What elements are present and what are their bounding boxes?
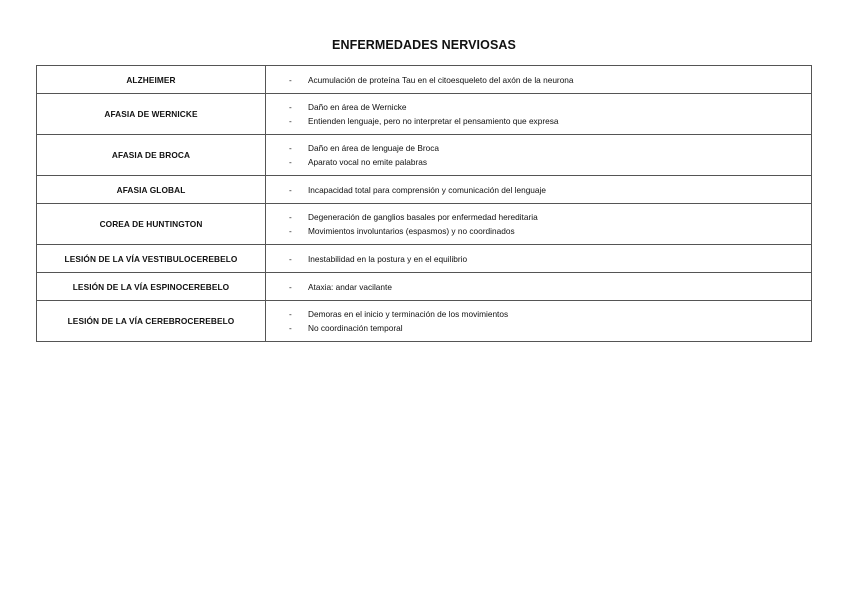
- table-row: [37, 301, 812, 342]
- description-cell: [266, 94, 812, 135]
- list-item-text: Inestabilidad en la postura y en el equilibrio: [308, 253, 468, 264]
- bullet-dash: -: [289, 226, 292, 236]
- table-row: [37, 94, 812, 135]
- list-item-text: Daño en área de Wernicke: [308, 102, 407, 112]
- bullet-list: [266, 100, 811, 128]
- disease-name: AFASIA GLOBAL: [37, 176, 266, 204]
- list-item: [266, 100, 811, 114]
- bullet-list: [266, 307, 811, 335]
- bullet-list: [266, 280, 811, 294]
- bullet-dash: -: [289, 323, 292, 333]
- bullet-dash: -: [289, 74, 292, 85]
- disease-name: LESIÓN DE LA VÍA VESTIBULOCEREBELO: [37, 245, 266, 273]
- description-cell: [266, 301, 812, 342]
- description-cell: [266, 273, 812, 301]
- list-item: [266, 141, 811, 155]
- bullet-list: [266, 210, 811, 238]
- bullet-dash: -: [289, 253, 292, 264]
- table-row: [37, 176, 812, 204]
- bullet-list: [266, 141, 811, 169]
- disease-name: COREA DE HUNTINGTON: [37, 204, 266, 245]
- bullet-dash: -: [289, 157, 292, 167]
- page-title: ENFERMEDADES NERVIOSAS: [332, 38, 516, 52]
- list-item-text: Entienden lenguaje, pero no interpretar el pensamiento que expresa: [308, 116, 559, 126]
- description-cell: [266, 204, 812, 245]
- disease-name: LESIÓN DE LA VÍA ESPINOCEREBELO: [37, 273, 266, 301]
- description-cell: [266, 245, 812, 273]
- list-item-text: Acumulación de proteína Tau en el citoesqueleto del axón de la neurona: [308, 74, 574, 85]
- bullet-dash: -: [289, 281, 292, 292]
- bullet-list: [266, 252, 811, 266]
- description-cell: [266, 66, 812, 94]
- list-item-text: Aparato vocal no emite palabras: [308, 157, 427, 167]
- list-item: [266, 280, 811, 294]
- list-item: [266, 155, 811, 169]
- table-row: [37, 273, 812, 301]
- table-row: [37, 135, 812, 176]
- disease-name: AFASIA DE WERNICKE: [37, 94, 266, 135]
- disease-table: [36, 65, 812, 342]
- list-item: [266, 252, 811, 266]
- list-item-text: No coordinación temporal: [308, 323, 403, 333]
- bullet-list: [266, 183, 811, 197]
- list-item-text: Ataxia: andar vacilante: [308, 281, 392, 292]
- disease-name: LESIÓN DE LA VÍA CEREBROCEREBELO: [37, 301, 266, 342]
- description-cell: [266, 135, 812, 176]
- list-item-text: Daño en área de lenguaje de Broca: [308, 143, 440, 153]
- list-item: [266, 210, 811, 224]
- disease-name: AFASIA DE BROCA: [37, 135, 266, 176]
- list-item-text: Demoras en el inicio y terminación de los movimientos: [308, 309, 509, 319]
- list-item: [266, 73, 811, 87]
- table-row: [37, 245, 812, 273]
- disease-name: ALZHEIMER: [37, 66, 266, 94]
- bullet-dash: -: [289, 309, 292, 319]
- list-item-text: Movimientos involuntarios (espasmos) y no coordinados: [308, 226, 515, 236]
- bullet-dash: -: [289, 143, 292, 153]
- bullet-dash: -: [289, 184, 292, 195]
- table-row: [37, 204, 812, 245]
- list-item-text: Incapacidad total para comprensión y comunicación del lenguaje: [308, 184, 546, 195]
- bullet-dash: -: [289, 116, 292, 126]
- list-item: [266, 321, 811, 335]
- table-row: [37, 66, 812, 94]
- bullet-dash: -: [289, 102, 292, 112]
- bullet-list: [266, 73, 811, 87]
- list-item: [266, 114, 811, 128]
- list-item-text: Degeneración de ganglios basales por enfermedad hereditaria: [308, 212, 538, 222]
- description-cell: [266, 176, 812, 204]
- list-item: [266, 224, 811, 238]
- list-item: [266, 183, 811, 197]
- list-item: [266, 307, 811, 321]
- bullet-dash: -: [289, 212, 292, 222]
